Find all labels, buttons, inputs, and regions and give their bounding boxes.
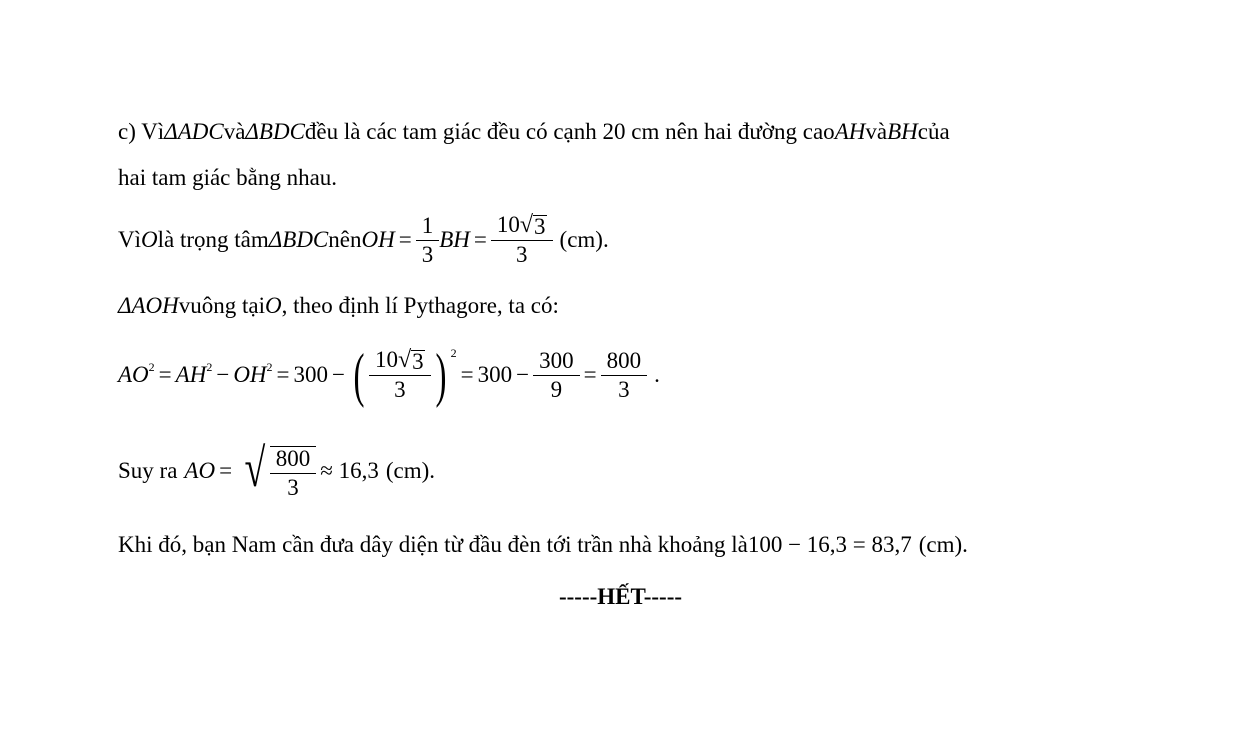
equals-sign: = — [276, 362, 290, 387]
text: Suy ra — [118, 457, 178, 483]
segment-ao: AO — [118, 362, 149, 387]
segment-ah: AH — [175, 362, 207, 387]
equals-sign: = — [473, 227, 487, 252]
centroid-line — [118, 213, 609, 267]
radicand: 3 — [534, 214, 546, 239]
coef: 10 — [375, 347, 398, 372]
sqrt — [398, 348, 425, 373]
fraction-oh-value — [494, 213, 550, 267]
triangle-adc: ΔADC — [164, 119, 224, 144]
denominator: 3 — [601, 375, 648, 402]
triangle-bdc: ΔBDC — [245, 119, 305, 144]
radicand — [270, 446, 317, 500]
denominator: 3 — [369, 375, 431, 402]
text: và — [223, 119, 246, 144]
point-o: O — [265, 293, 282, 318]
segment-ah: AH — [834, 119, 866, 144]
equals-sign: = — [398, 227, 412, 252]
sqrt-icon: √ — [398, 347, 412, 373]
left-paren-icon: ( — [353, 342, 365, 408]
coef: 10 — [496, 212, 520, 237]
denominator: 3 — [270, 473, 317, 500]
approx-value: ≈ 16,3 — [320, 457, 379, 483]
segment-oh: OH — [361, 227, 395, 252]
segment-ao: AO — [184, 457, 216, 483]
sqrt-icon: √ — [244, 438, 266, 498]
period: . — [654, 362, 660, 387]
numerator: 800 — [275, 446, 311, 471]
segment-oh: OH — [233, 362, 267, 387]
text: Vì — [118, 227, 141, 252]
equals-sign: = — [219, 457, 233, 483]
sqrt — [520, 213, 547, 238]
text: đều là các tam giác đều có cạnh 20 cm nên hai đường cao — [304, 119, 835, 144]
radicand: 3 — [412, 349, 424, 374]
equation-line — [118, 342, 660, 408]
para-c-line1 — [118, 119, 950, 145]
numerator: 1 — [421, 212, 434, 238]
text: Khi đó, bạn Nam cần đưa dây diện từ đầu đèn tới trần nhà khoảng là — [118, 532, 748, 557]
text: c) Vì — [118, 119, 165, 144]
exponent: 2 — [266, 359, 273, 374]
end-mark: -----HẾT----- — [558, 584, 683, 609]
segment-bh: BH — [439, 227, 470, 252]
text: hai tam giác bằng nhau. — [118, 165, 338, 190]
equals-sign: = — [583, 362, 597, 387]
point-o: O — [141, 227, 158, 252]
denominator: 3 — [491, 240, 553, 267]
equals-sign: = — [460, 362, 474, 387]
triangle-bdc: ΔBDC — [268, 227, 329, 252]
exponent: 2 — [206, 359, 213, 374]
minus-sign: − — [516, 362, 530, 387]
exponent: 2 — [148, 359, 155, 374]
text: là trọng tâm — [157, 227, 269, 252]
numerator — [372, 348, 428, 375]
equals-sign: = — [158, 362, 172, 387]
text: vuông tại — [178, 293, 266, 318]
minus-sign: − — [216, 362, 230, 387]
pythagore-line — [118, 293, 559, 319]
numerator: 800 — [606, 347, 642, 373]
number: 300 — [293, 362, 329, 387]
fraction-800-3 — [604, 349, 645, 402]
text: và — [865, 119, 888, 144]
triangle-aoh: ΔAOH — [118, 293, 179, 318]
fraction-inner — [372, 348, 428, 402]
numerator — [494, 213, 550, 240]
calculation: 100 − 16,3 = 83,7 — [747, 532, 912, 557]
unit: (cm). — [385, 457, 436, 483]
minus-sign: − — [332, 362, 346, 387]
numerator: 300 — [539, 347, 574, 373]
final-line — [118, 532, 968, 558]
text: nên — [328, 227, 362, 252]
sqrt-800-3 — [240, 438, 316, 500]
fraction-800-3 — [273, 447, 314, 500]
unit: (cm). — [559, 227, 609, 252]
unit: (cm). — [918, 532, 968, 557]
number: 300 — [477, 362, 513, 387]
text: , theo định lí Pythagore, ta có: — [281, 293, 559, 318]
right-paren-icon: ) — [435, 342, 447, 408]
fraction-one-third — [419, 214, 437, 267]
text: của — [917, 119, 950, 144]
exponent: 2 — [450, 345, 457, 360]
denominator: 9 — [533, 375, 580, 402]
denominator: 3 — [416, 240, 440, 267]
sqrt-icon: √ — [519, 212, 534, 238]
segment-bh: BH — [887, 119, 918, 144]
para-c-line2 — [118, 165, 337, 191]
result-line — [118, 438, 436, 500]
fraction-300-9 — [536, 349, 577, 402]
